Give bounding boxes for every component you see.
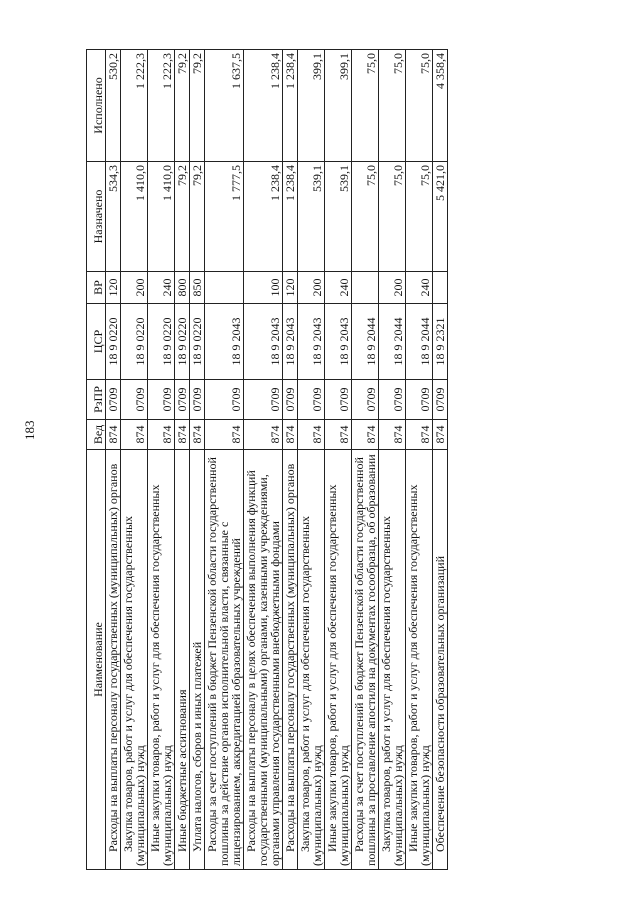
cell-name: Уплата налогов, сборов и иных платежей [190,450,205,870]
budget-table [86,49,448,870]
cell-name: Расходы на выплаты персоналу в целях обеспечения выполнения функций государственными (муниципальными) органами, казенными учреждениями, органами управления государственными внебюджетными фондами [244,450,283,870]
table-row [148,50,175,870]
cell-csr: 18 9 2044 [406,304,433,380]
cell-csr: 18 9 0220 [106,304,121,380]
table-row [433,50,448,870]
cell-ved: 874 [205,420,244,450]
cell-naznacheno: 1 410,0 [121,162,148,272]
table-row [298,50,325,870]
cell-name: Закупка товаров, работ и услуг для обеспечения государственных (муниципальных) нужд [121,450,148,870]
cell-vr: 120 [283,272,298,304]
cell-rzpr: 0709 [175,380,190,420]
cell-ispolneno: 4 358,4 [433,50,448,162]
cell-ved: 874 [325,420,352,450]
cell-ved: 874 [352,420,379,450]
cell-vr: 240 [406,272,433,304]
cell-ispolneno: 75,0 [352,50,379,162]
cell-rzpr: 0709 [205,380,244,420]
cell-vr: 850 [190,272,205,304]
cell-name: Иные бюджетные ассигнования [175,450,190,870]
cell-ved: 874 [175,420,190,450]
cell-ved: 874 [433,420,448,450]
cell-csr: 18 9 2043 [298,304,325,380]
table-row [283,50,298,870]
cell-naznacheno: 79,2 [190,162,205,272]
cell-csr: 18 9 2043 [244,304,283,380]
cell-name: Закупка товаров, работ и услуг для обеспечения государственных (муниципальных) нужд [298,450,325,870]
cell-csr: 18 9 0220 [148,304,175,380]
cell-rzpr: 0709 [433,380,448,420]
header-rzpr: РзПР [87,380,106,420]
cell-ved: 874 [379,420,406,450]
cell-ved: 874 [121,420,148,450]
cell-csr: 18 9 2044 [379,304,406,380]
table-row [325,50,352,870]
cell-ispolneno: 399,1 [325,50,352,162]
cell-name: Закупка товаров, работ и услуг для обеспечения государственных (муниципальных) нужд [379,450,406,870]
cell-ispolneno: 1 222,3 [121,50,148,162]
cell-name: Иные закупки товаров, работ и услуг для обеспечения государственных (муниципальных) нужд [148,450,175,870]
cell-rzpr: 0709 [406,380,433,420]
cell-ispolneno: 1 238,4 [244,50,283,162]
cell-ispolneno: 1 238,4 [283,50,298,162]
cell-csr: 18 9 2044 [352,304,379,380]
cell-vr: 200 [298,272,325,304]
page-number: 183 [22,420,37,440]
table-row [379,50,406,870]
cell-csr: 18 9 0220 [190,304,205,380]
header-ispolneno: Исполнено [87,50,106,162]
cell-ved: 874 [406,420,433,450]
table-row [244,50,283,870]
header-csr: ЦСР [87,304,106,380]
cell-ved: 874 [283,420,298,450]
cell-csr: 18 9 0220 [121,304,148,380]
cell-vr: 200 [121,272,148,304]
cell-csr: 18 9 2043 [325,304,352,380]
cell-name: Обеспечение безопасности образовательных организаций [433,450,448,870]
cell-ved: 874 [106,420,121,450]
cell-name: Иные закупки товаров, работ и услуг для обеспечения государственных (муниципальных) нужд [406,450,433,870]
cell-name: Расходы на выплаты персоналу государственных (муниципальных) органов [106,450,121,870]
cell-naznacheno: 1 777,5 [205,162,244,272]
cell-vr: 200 [379,272,406,304]
cell-rzpr: 0709 [283,380,298,420]
cell-naznacheno: 75,0 [379,162,406,272]
cell-vr: 100 [244,272,283,304]
cell-rzpr: 0709 [106,380,121,420]
cell-ispolneno: 1 637,5 [205,50,244,162]
cell-rzpr: 0709 [190,380,205,420]
cell-naznacheno: 75,0 [406,162,433,272]
rotated-table-wrapper [86,50,546,870]
cell-rzpr: 0709 [244,380,283,420]
cell-ispolneno: 79,2 [175,50,190,162]
cell-rzpr: 0709 [148,380,175,420]
cell-naznacheno: 539,1 [298,162,325,272]
cell-rzpr: 0709 [325,380,352,420]
cell-vr: 120 [106,272,121,304]
cell-naznacheno: 5 421,0 [433,162,448,272]
cell-rzpr: 0709 [379,380,406,420]
cell-rzpr: 0709 [298,380,325,420]
cell-vr [433,272,448,304]
cell-ispolneno: 399,1 [298,50,325,162]
cell-ispolneno: 530,2 [106,50,121,162]
cell-rzpr: 0709 [352,380,379,420]
cell-vr: 240 [325,272,352,304]
cell-ved: 874 [148,420,175,450]
table-row [106,50,121,870]
cell-csr: 18 9 0220 [175,304,190,380]
cell-vr [352,272,379,304]
cell-naznacheno: 534,3 [106,162,121,272]
cell-ispolneno: 75,0 [406,50,433,162]
cell-naznacheno: 1 238,4 [283,162,298,272]
cell-csr: 18 9 2043 [205,304,244,380]
table-row [406,50,433,870]
cell-name: Расходы за счет поступлений в бюджет Пензенской области государственной пошлины за действие органов исполнительной власти, связанные с лицензированием, аккредитацией образовательных учреждений [205,450,244,870]
header-naznacheno: Назначено [87,162,106,272]
cell-naznacheno: 539,1 [325,162,352,272]
table-row [205,50,244,870]
cell-vr [205,272,244,304]
cell-name: Иные закупки товаров, работ и услуг для обеспечения государственных (муниципальных) нужд [325,450,352,870]
cell-ispolneno: 1 222,3 [148,50,175,162]
cell-name: Расходы за счет поступлений в бюджет Пензенской области государственной пошлины за проставление апостиля на документах госообразца, об образовании [352,450,379,870]
cell-vr: 240 [148,272,175,304]
cell-ispolneno: 75,0 [379,50,406,162]
table-row [190,50,205,870]
cell-ispolneno: 79,2 [190,50,205,162]
cell-naznacheno: 1 238,4 [244,162,283,272]
cell-ved: 874 [190,420,205,450]
cell-csr: 18 9 2043 [283,304,298,380]
table-row [121,50,148,870]
table-row [352,50,379,870]
cell-ved: 874 [244,420,283,450]
header-name: Наименование [87,450,106,870]
table-row [175,50,190,870]
cell-rzpr: 0709 [121,380,148,420]
cell-vr: 800 [175,272,190,304]
header-vr: ВР [87,272,106,304]
cell-name: Расходы на выплаты персоналу государственных (муниципальных) органов [283,450,298,870]
header-ved: Вед [87,420,106,450]
cell-naznacheno: 1 410,0 [148,162,175,272]
cell-csr: 18 9 2321 [433,304,448,380]
cell-naznacheno: 79,2 [175,162,190,272]
cell-naznacheno: 75,0 [352,162,379,272]
table-header-row [87,50,106,870]
cell-ved: 874 [298,420,325,450]
